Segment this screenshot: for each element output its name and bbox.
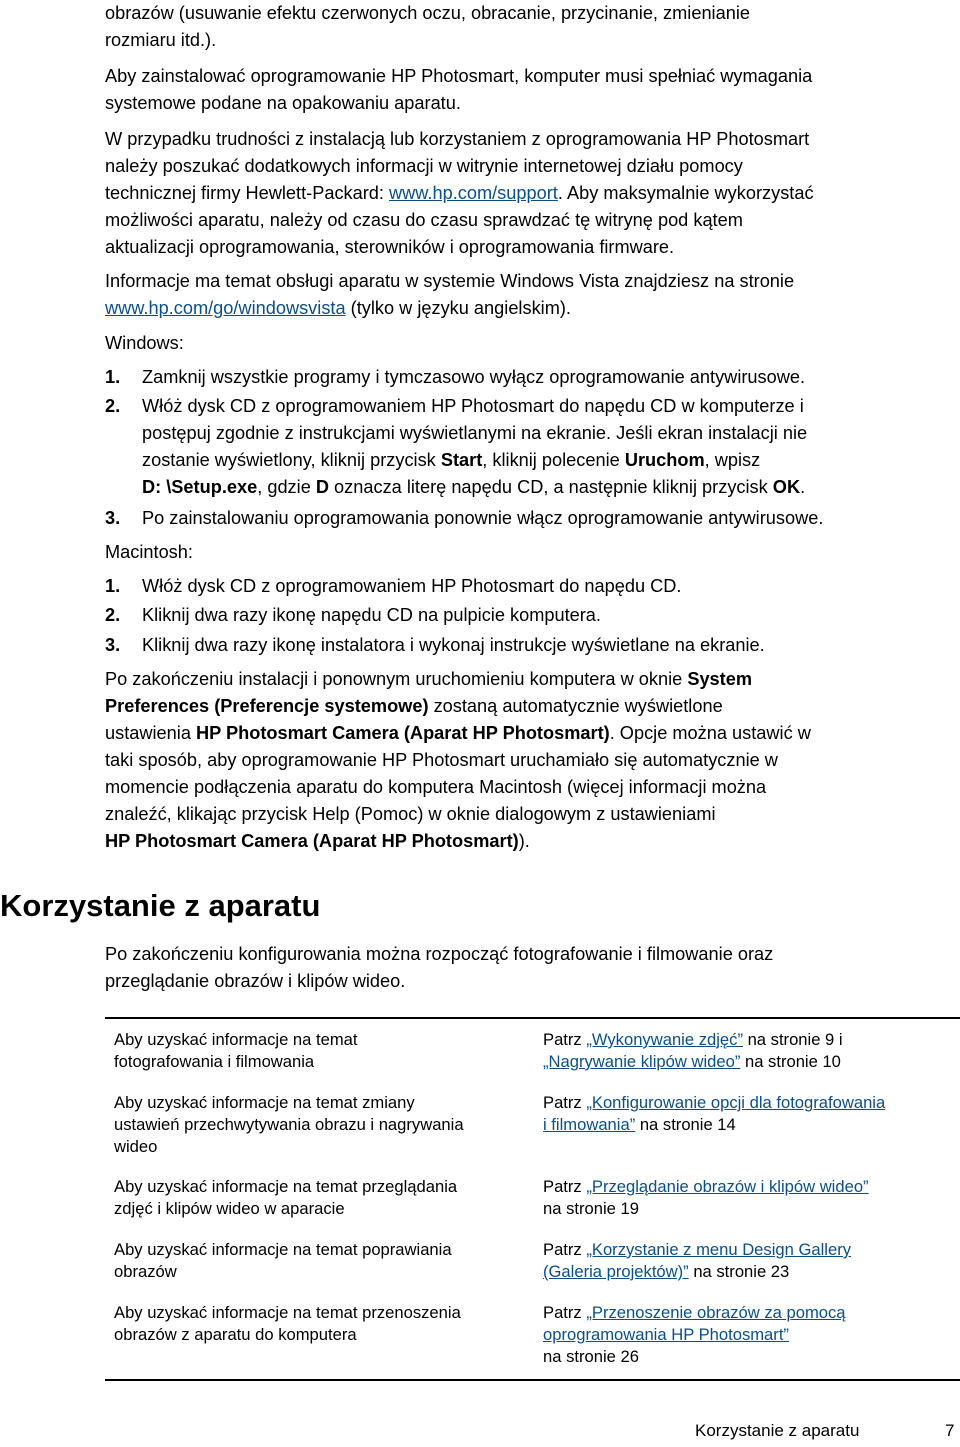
macintosh-heading: Macintosh:	[105, 542, 193, 562]
paragraph-after-install	[105, 828, 960, 855]
table-row-label: Aby uzyskać informacje na temat przeglądania	[114, 1177, 458, 1196]
paragraph-support: możliwości aparatu, należy od czasu do czasu sprawdzać tę witrynę pod kątem	[105, 210, 743, 230]
ok-button-ref: OK	[772, 477, 801, 497]
step-text: zostanie wyświetlony, kliknij przycisk	[142, 450, 441, 470]
step-number: 1.	[105, 576, 121, 596]
paragraph-requirements: systemowe podane na opakowaniu aparatu.	[105, 93, 461, 113]
ref-link[interactable]: oprogramowania HP Photosmart”	[543, 1325, 789, 1344]
paragraph-support: należy poszukać dodatkowych informacji w witrynie internetowej działu pomocy	[105, 156, 743, 176]
table-row-label: fotografowania i filmowania	[114, 1052, 315, 1071]
table-row-ref	[543, 1346, 639, 1368]
paragraph-after-install: taki sposób, aby oprogramowanie HP Photosmart uruchamiało się automatycznie w	[105, 750, 778, 770]
step-number: 3.	[105, 635, 121, 655]
ref-link[interactable]: „Konfigurowanie opcji dla fotografowania	[586, 1093, 886, 1112]
paragraph-requirements: Aby zainstalować oprogramowanie HP Photosmart, komputer musi spełniać wymagania	[105, 66, 813, 86]
ref-text: na stronie 19	[543, 1199, 639, 1218]
table-row-ref	[543, 1051, 841, 1073]
support-text: . Aby maksymalnie wykorzystać	[557, 183, 814, 203]
step-number: 2.	[105, 396, 121, 416]
mac-step-1: Włóż dysk CD z oprogramowaniem HP Photosmart do napędu CD.	[142, 576, 682, 596]
after-text: zostaną automatycznie wyświetlone	[428, 696, 723, 716]
paragraph-support	[105, 180, 960, 207]
section-intro: Po zakończeniu konfigurowania można rozpocząć fotografowanie i filmowanie oraz	[105, 944, 774, 964]
system-prefs-ref: System	[687, 669, 753, 689]
step-text: , gdzie	[257, 477, 316, 497]
table-row-ref	[543, 1029, 843, 1051]
paragraph-features-line: obrazów (usuwanie efektu czerwonych oczu, obracanie, przycinanie, zmienianie	[105, 3, 750, 23]
ref-link[interactable]: (Galeria projektów)”	[543, 1262, 689, 1281]
table-row-ref	[543, 1092, 885, 1114]
after-text: Po zakończeniu instalacji i ponownym uruchomieniu komputera w oknie	[105, 669, 688, 689]
windows-heading: Windows:	[105, 333, 184, 353]
ref-link[interactable]: „Korzystanie z menu Design Gallery	[586, 1240, 852, 1259]
ref-link[interactable]: „Przeglądanie obrazów i klipów wideo”	[586, 1177, 869, 1196]
system-prefs-ref: Preferences (Preferencje systemowe)	[105, 696, 429, 716]
table-row-label: ustawień przechwytywania obrazu i nagrywania	[114, 1115, 464, 1134]
step-text: .	[800, 477, 806, 497]
step-text: , wpisz	[704, 450, 761, 470]
paragraph-vista: Informacje ma temat obsługi aparatu w systemie Windows Vista znajdziesz na stronie	[105, 271, 795, 291]
ref-link[interactable]: „Nagrywanie klipów wideo”	[543, 1052, 741, 1071]
paragraph-vista	[105, 295, 960, 322]
section-heading: Korzystanie z aparatu	[0, 888, 321, 923]
table-row-ref	[543, 1261, 789, 1283]
mac-step-2: Kliknij dwa razy ikonę napędu CD na pulpicie komputera.	[142, 605, 601, 625]
drive-letter: D	[315, 477, 329, 497]
table-row-label: Aby uzyskać informacje na temat zmiany	[114, 1093, 415, 1112]
footer-section-title: Korzystanie z aparatu	[695, 1421, 860, 1440]
table-row-label: zdjęć i klipów wideo w aparacie	[114, 1199, 345, 1218]
table-row-label: Aby uzyskać informacje na temat	[114, 1030, 358, 1049]
setup-path: D: \Setup.exe	[142, 477, 258, 497]
support-text: technicznej firmy Hewlett-Packard:	[105, 183, 390, 203]
section-intro: przeglądanie obrazów i klipów wideo.	[105, 971, 406, 991]
after-text: ustawienia	[105, 723, 196, 743]
support-link[interactable]: www.hp.com/support	[389, 183, 558, 203]
table-top-rule	[105, 1017, 960, 1019]
windowsvista-link[interactable]: www.hp.com/go/windowsvista	[105, 298, 346, 318]
table-row-label: obrazów	[114, 1262, 177, 1281]
windows-step-2	[142, 474, 960, 501]
windows-step-2: Włóż dysk CD z oprogramowaniem HP Photosmart do napędu CD w komputerze i	[142, 396, 804, 416]
camera-settings-ref: HP Photosmart Camera (Aparat HP Photosmart)	[196, 723, 610, 743]
table-row-ref	[543, 1114, 736, 1136]
ref-text: na stronie 23	[688, 1262, 790, 1281]
ref-link[interactable]: „Wykonywanie zdjęć”	[586, 1030, 743, 1049]
table-row-ref	[543, 1239, 851, 1261]
vista-text: (tylko w języku angielskim).	[345, 298, 571, 318]
run-command-ref: Uruchom	[624, 450, 705, 470]
page-number: 7	[945, 1421, 955, 1440]
step-number: 1.	[105, 367, 121, 387]
paragraph-after-install	[105, 720, 960, 747]
after-text: ).	[518, 831, 530, 851]
ref-text: na stronie 14	[635, 1115, 736, 1134]
windows-step-2: postępuj zgodnie z instrukcjami wyświetlanymi na ekranie. Jeśli ekran instalacji nie	[142, 423, 808, 443]
paragraph-after-install: znaleźć, klikając przycisk Help (Pomoc) w oknie dialogowym z ustawieniami	[105, 804, 716, 824]
paragraph-after-install	[105, 666, 960, 693]
step-number: 3.	[105, 508, 121, 528]
camera-settings-ref: HP Photosmart Camera (Aparat HP Photosmart)	[105, 831, 519, 851]
ref-text: na stronie 26	[543, 1347, 639, 1366]
ref-text: na stronie 10	[740, 1052, 841, 1071]
step-number: 2.	[105, 605, 121, 625]
table-row-ref	[543, 1324, 789, 1346]
ref-text: na stronie 9 i	[742, 1030, 843, 1049]
step-text: oznacza literę napędu CD, a następnie kliknij przycisk	[329, 477, 773, 497]
windows-step-1: Zamknij wszystkie programy i tymczasowo wyłącz oprogramowanie antywirusowe.	[142, 367, 806, 387]
mac-step-3: Kliknij dwa razy ikonę instalatora i wykonaj instrukcje wyświetlane na ekranie.	[142, 635, 765, 655]
table-row-label: obrazów z aparatu do komputera	[114, 1325, 357, 1344]
after-text: . Opcje można ustawić w	[609, 723, 811, 743]
ref-link[interactable]: i filmowania”	[543, 1115, 636, 1134]
table-row-ref	[543, 1198, 639, 1220]
ref-text: Patrz	[543, 1240, 587, 1259]
windows-step-2	[142, 447, 960, 474]
paragraph-after-install	[105, 693, 960, 720]
paragraph-features-line: rozmiaru itd.).	[105, 30, 217, 50]
table-row-label: Aby uzyskać informacje na temat poprawiania	[114, 1240, 452, 1259]
start-button-ref: Start	[440, 450, 483, 470]
table-row-label: wideo	[114, 1137, 158, 1156]
table-row-ref	[543, 1176, 869, 1198]
table-row-label: Aby uzyskać informacje na temat przenoszenia	[114, 1303, 461, 1322]
paragraph-support: W przypadku trudności z instalacją lub korzystaniem z oprogramowania HP Photosmart	[105, 129, 810, 149]
ref-text: Patrz	[543, 1303, 587, 1322]
table-row-ref	[543, 1302, 846, 1324]
ref-text: Patrz	[543, 1093, 587, 1112]
ref-link[interactable]: „Przenoszenie obrazów za pomocą	[586, 1303, 846, 1322]
step-text: , kliknij polecenie	[482, 450, 625, 470]
ref-text: Patrz	[543, 1177, 587, 1196]
table-bottom-rule	[105, 1379, 960, 1381]
paragraph-support: aktualizacji oprogramowania, sterowników i oprogramowania firmware.	[105, 237, 675, 257]
paragraph-after-install: momencie podłączenia aparatu do komputera Macintosh (więcej informacji można	[105, 777, 767, 797]
ref-text: Patrz	[543, 1030, 587, 1049]
windows-step-3: Po zainstalowaniu oprogramowania ponownie włącz oprogramowanie antywirusowe.	[142, 508, 824, 528]
